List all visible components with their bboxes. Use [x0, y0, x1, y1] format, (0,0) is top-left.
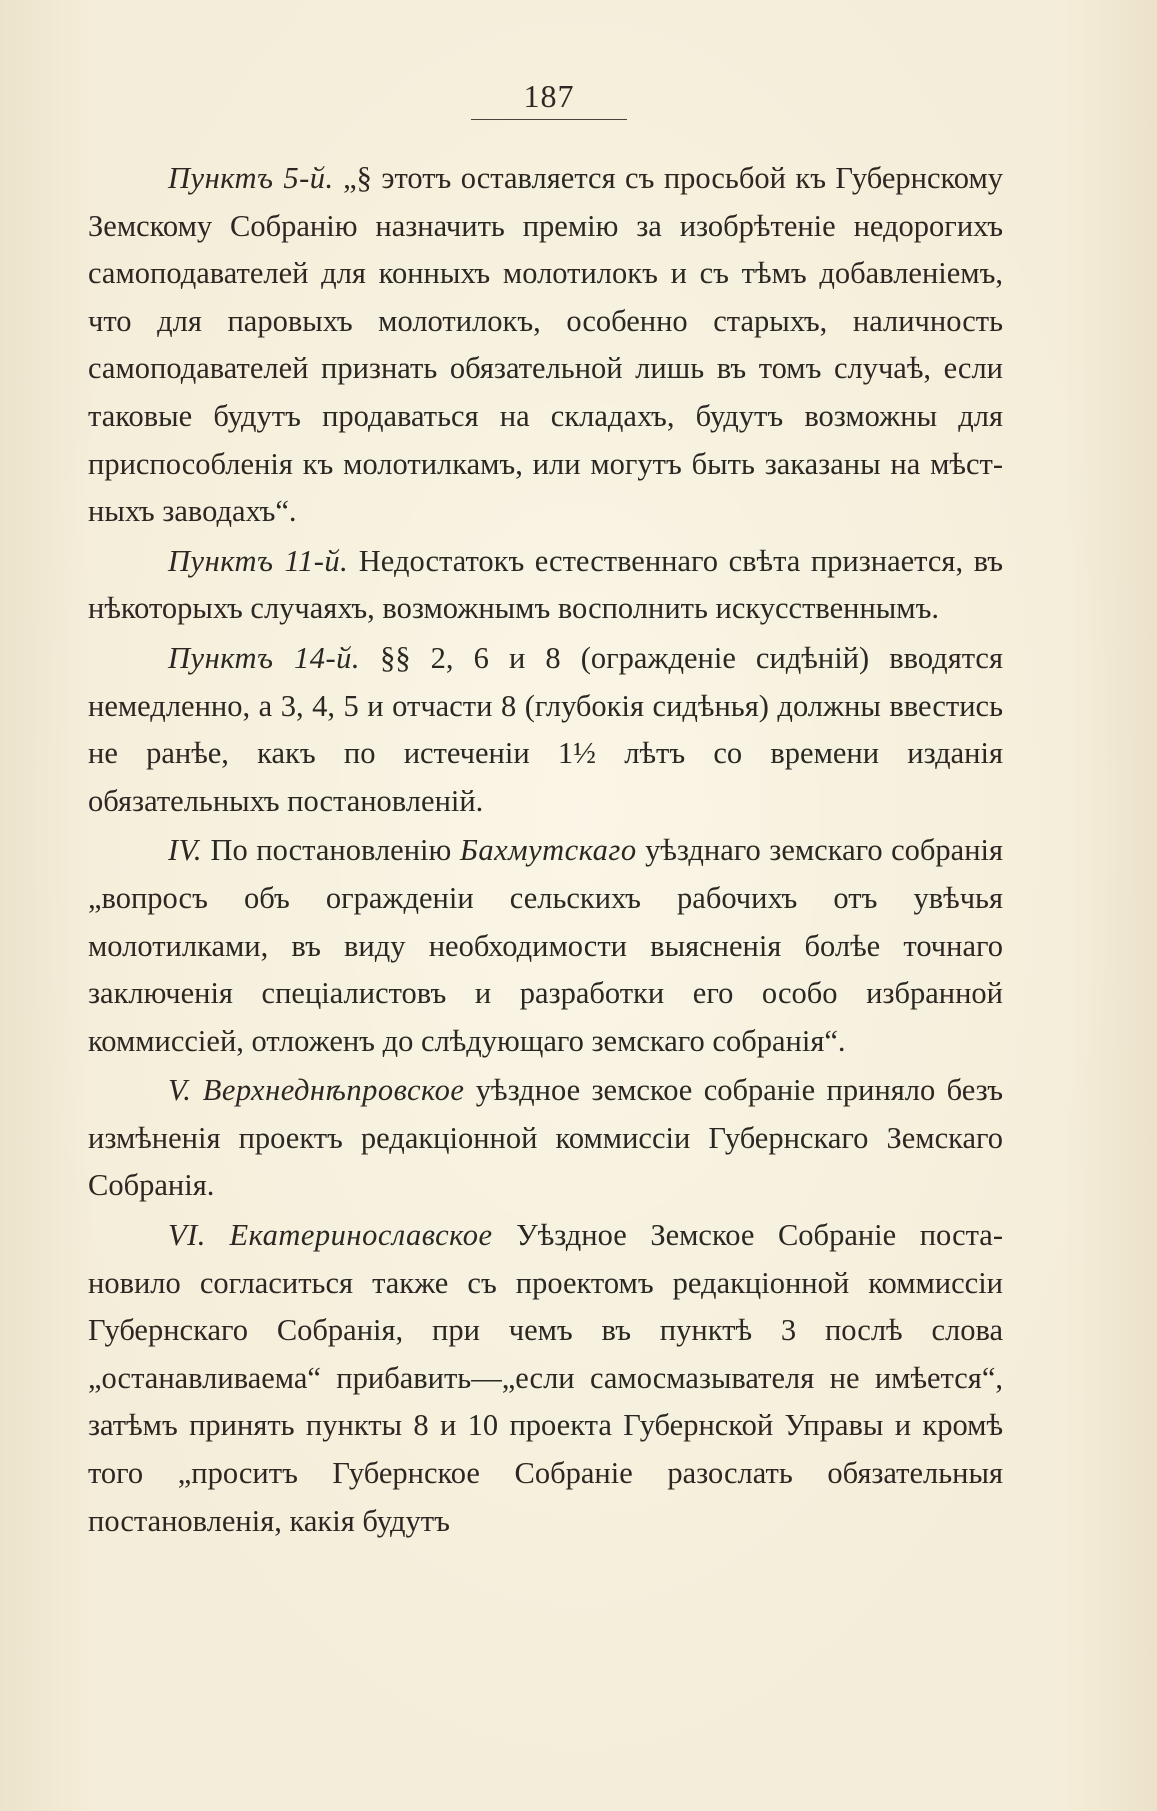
district-name: Верхнеднѣпровское	[202, 1073, 465, 1108]
paragraph-punkt-5	[88, 155, 1003, 536]
paragraph-label: Пунктъ 11-й.	[168, 543, 349, 578]
section-numeral: V.	[168, 1073, 192, 1108]
district-name: Бахмутскаго	[459, 833, 637, 868]
paragraph-text: уѣздное земское собраніе приняло безъ измѣненія проектъ редакціонной коммиссіи Губернскаго Земскаго Собранія.	[88, 1073, 1003, 1203]
paragraph-section-v	[88, 1067, 1003, 1210]
paragraph-text: „§ этотъ оставляется съ просьбой къ Губернскому Земскому Собранію назначить премію за изобрѣтеніе недорогихъ самоподавателей для конныхъ молотилокъ и съ тѣмъ добавленіемъ, что для паровыхъ молотилокъ, особенно старыхъ, наличность самоподавателей признать обязательной лишь въ томъ случаѣ, если таковые будутъ продаваться на складахъ, будутъ возможны для приспособленія къ молотилкамъ, или могутъ быть заказаны на мѣстныхъ заводахъ“.	[88, 161, 1003, 529]
paragraph-label: Пунктъ 5-й.	[168, 161, 334, 195]
district-name: Екатеринославское	[229, 1218, 493, 1253]
paragraph-punkt-14	[88, 635, 1003, 825]
paragraph-text: Уѣздное Земское Собраніе постановило согласиться также съ проектомъ редакціонной коммиссіи Губернскаго Собранія, при чемъ въ пунктѣ 3 послѣ слова „останавливаема“ прибавить—„если самосмазывателя не имѣется“, затѣмъ принять пункты 8 и 10 проекта Губернской Управы и кромѣ того „проситъ Губернское Собраніе разослать обязательныя постановленія, какія будутъ	[88, 1218, 1004, 1538]
paragraph-section-vi	[88, 1212, 1003, 1545]
body-text	[88, 155, 1003, 1547]
paragraph-label: Пунктъ 14-й.	[168, 640, 361, 675]
paragraph-text-lead: По постановленію	[210, 833, 452, 868]
paragraph-text: уѣзднаго земскаго собранія „вопросъ объ огражденіи сельскихъ рабочихъ отъ увѣчья молотилками, въ виду необходимости выясненія болѣе точнаго заключенія спеціалистовъ и разработки его особо избранной коммиссіей, отложенъ до слѣдующаго земскаго собранія“.	[88, 833, 1004, 1058]
paragraph-text: §§ 2, 6 и 8 (огражденіе сидѣній) вводятся немедленно, а 3, 4, 5 и отчасти 8 (глубокія сидѣнья) должны ввестись не ранѣе, какъ по истеченіи 1½ лѣтъ со времени изданія обязательныхъ постановленій.	[88, 640, 1003, 818]
section-numeral: IV.	[168, 833, 202, 868]
section-numeral: VI.	[168, 1218, 206, 1253]
page-number: 187	[523, 78, 575, 114]
page-number-rule	[471, 119, 627, 120]
paragraph-text: Недостатокъ естественнаго свѣта признается, въ нѣкоторыхъ случаяхъ, возможнымъ восполнить искусственнымъ.	[88, 543, 1004, 626]
paragraph-section-iv	[88, 827, 1003, 1065]
paragraph-punkt-11	[88, 538, 1003, 633]
